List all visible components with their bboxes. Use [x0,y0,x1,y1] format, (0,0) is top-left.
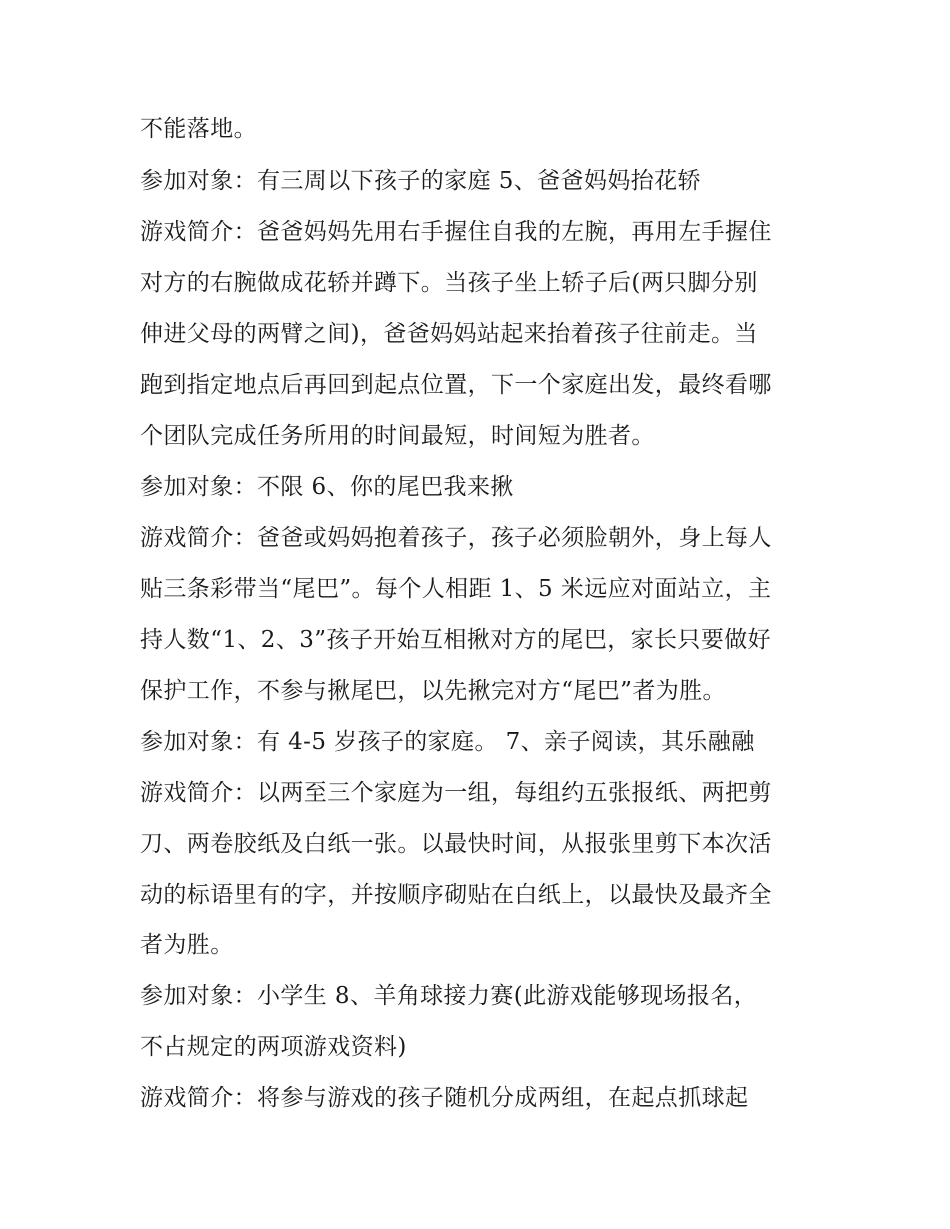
text-line: 对方的右腕做成花轿并蹲下。当孩子坐上轿子后(两只脚分别 [140,270,758,296]
text-line: 游戏简介：爸爸妈妈先用右手握住自我的左腕，再用左手握住 [140,219,772,245]
text-line: 参加对象：有 4-5 岁孩子的家庭。 7、亲子阅读，其乐融融 [140,729,755,755]
text-line: 跑到指定地点后再回到起点位置，下一个家庭出发，最终看哪 [140,372,772,398]
text-line: 游戏简介：将参与游戏的孩子随机分成两组，在起点抓球起 [140,1085,749,1111]
text-line: 个团队完成任务所用的时间最短，时间短为胜者。 [140,423,655,449]
text-line: 参加对象：不限 6、你的尾巴我来揪 [140,474,514,500]
text-line: 参加对象：小学生 8、羊角球接力赛(此游戏能够现场报名， [140,983,758,1009]
text-line: 游戏简介：爸爸或妈妈抱着孩子，孩子必须脸朝外，身上每人 [140,525,772,551]
text-line: 者为胜。 [140,932,234,958]
text-line: 贴三条彩带当“尾巴”。每个人相距 1、5 米远应对面站立，主 [140,576,772,602]
text-line: 刀、两卷胶纸及白纸一张。以最快时间，从报张里剪下本次活 [140,831,772,857]
text-line: 不能落地。 [140,116,257,142]
text-line: 不占规定的两项游戏资料) [140,1034,407,1060]
text-line: 持人数“1、2、3”孩子开始互相揪对方的尾巴，家长只要做好 [140,627,772,653]
text-line: 伸进父母的两臂之间)，爸爸妈妈站起来抬着孩子往前走。当 [140,321,758,347]
text-line: 动的标语里有的字，并按顺序砌贴在白纸上，以最快及最齐全 [140,882,772,908]
text-line: 游戏简介：以两至三个家庭为一组，每组约五张报纸、两把剪 [140,780,772,806]
text-line: 参加对象：有三周以下孩子的家庭 5、爸爸妈妈抬花轿 [140,168,701,194]
text-line: 保护工作，不参与揪尾巴，以先揪完对方“尾巴”者为胜。 [140,678,726,704]
